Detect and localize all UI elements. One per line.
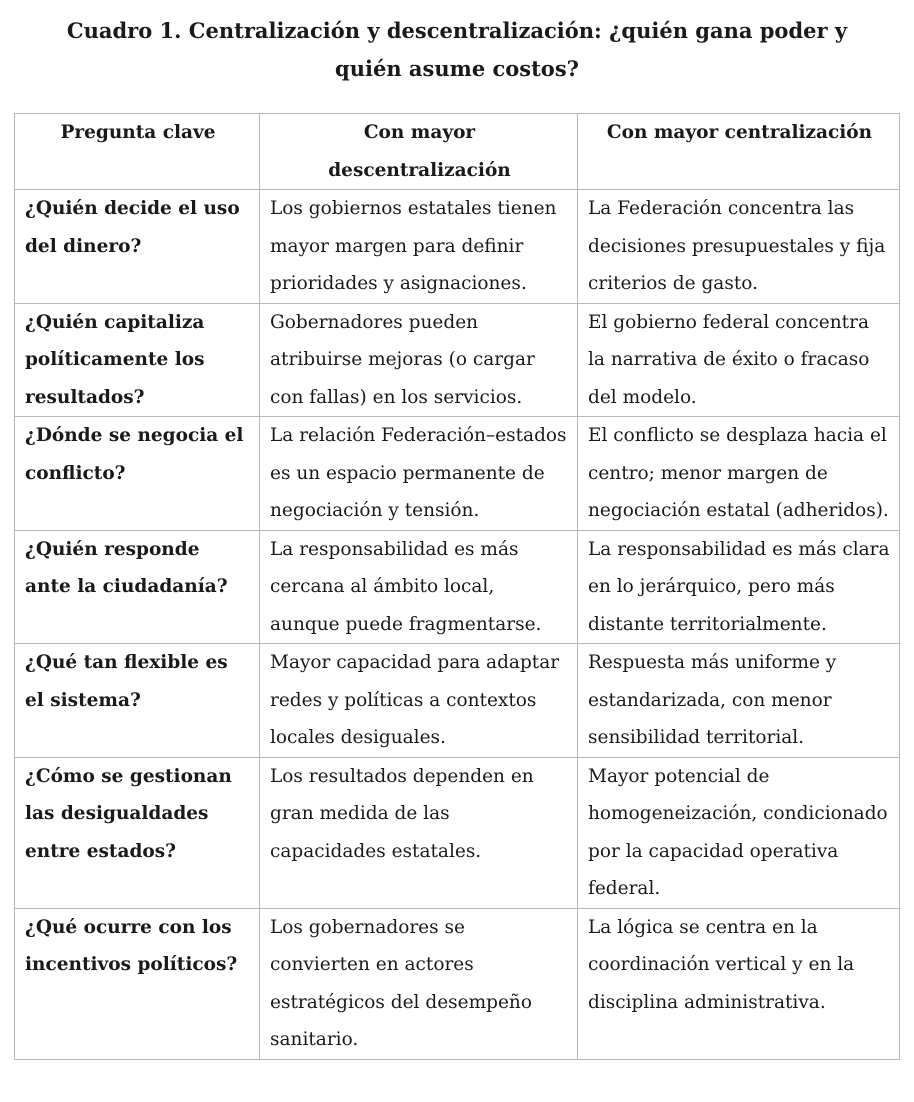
table-row	[15, 644, 900, 758]
table-row	[15, 303, 900, 417]
row-centralized: El gobierno federal concentra la narrativa de éxito o fracaso del modelo.	[578, 303, 900, 417]
row-centralized: La responsabilidad es más clara en lo jerárquico, pero más distante territorialmente.	[578, 530, 900, 644]
header-decentralization: Con mayor descentralización	[260, 114, 578, 190]
header-key-question: Pregunta clave	[15, 114, 260, 190]
table-row	[15, 908, 900, 1059]
row-centralized: La Federación concentra las decisiones presupuestales y fija criterios de gasto.	[578, 190, 900, 304]
table-row	[15, 530, 900, 644]
row-decentralized: Gobernadores pueden atribuirse mejoras (o cargar con fallas) en los servicios.	[260, 303, 578, 417]
table-row	[15, 190, 900, 304]
row-question: ¿Quién responde ante la ciudadanía?	[15, 530, 260, 644]
row-centralized: El conflicto se desplaza hacia el centro; menor margen de negociación estatal (adheridos).	[578, 417, 900, 531]
row-centralized: La lógica se centra en la coordinación vertical y en la disciplina administrativa.	[578, 908, 900, 1059]
row-question: ¿Qué tan flexible es el sistema?	[15, 644, 260, 758]
row-decentralized: Los gobernadores se convierten en actores estratégicos del desempeño sanitario.	[260, 908, 578, 1059]
table-row	[15, 417, 900, 531]
row-decentralized: Mayor capacidad para adaptar redes y políticas a contextos locales desiguales.	[260, 644, 578, 758]
row-question: ¿Quién decide el uso del dinero?	[15, 190, 260, 304]
row-question: ¿Cómo se gestionan las desigualdades entre estados?	[15, 757, 260, 908]
table-row	[15, 757, 900, 908]
header-centralization: Con mayor centralización	[578, 114, 900, 190]
row-question: ¿Dónde se negocia el conflicto?	[15, 417, 260, 531]
row-decentralized: La relación Federación–estados es un espacio permanente de negociación y tensión.	[260, 417, 578, 531]
row-question: ¿Quién capitaliza políticamente los resultados?	[15, 303, 260, 417]
row-decentralized: Los resultados dependen en gran medida de las capacidades estatales.	[260, 757, 578, 908]
table-title: Cuadro 1. Centralización y descentralización: ¿quién gana poder y quién asume costos?	[66, 18, 848, 81]
table-header-row	[15, 114, 900, 190]
comparison-table	[14, 113, 900, 1060]
row-centralized: Respuesta más uniforme y estandarizada, con menor sensibilidad territorial.	[578, 644, 900, 758]
row-decentralized: La responsabilidad es más cercana al ámbito local, aunque puede fragmentarse.	[260, 530, 578, 644]
row-decentralized: Los gobiernos estatales tienen mayor margen para definir prioridades y asignaciones.	[260, 190, 578, 304]
row-question: ¿Qué ocurre con los incentivos políticos?	[15, 908, 260, 1059]
row-centralized: Mayor potencial de homogeneización, condicionado por la capacidad operativa federal.	[578, 757, 900, 908]
